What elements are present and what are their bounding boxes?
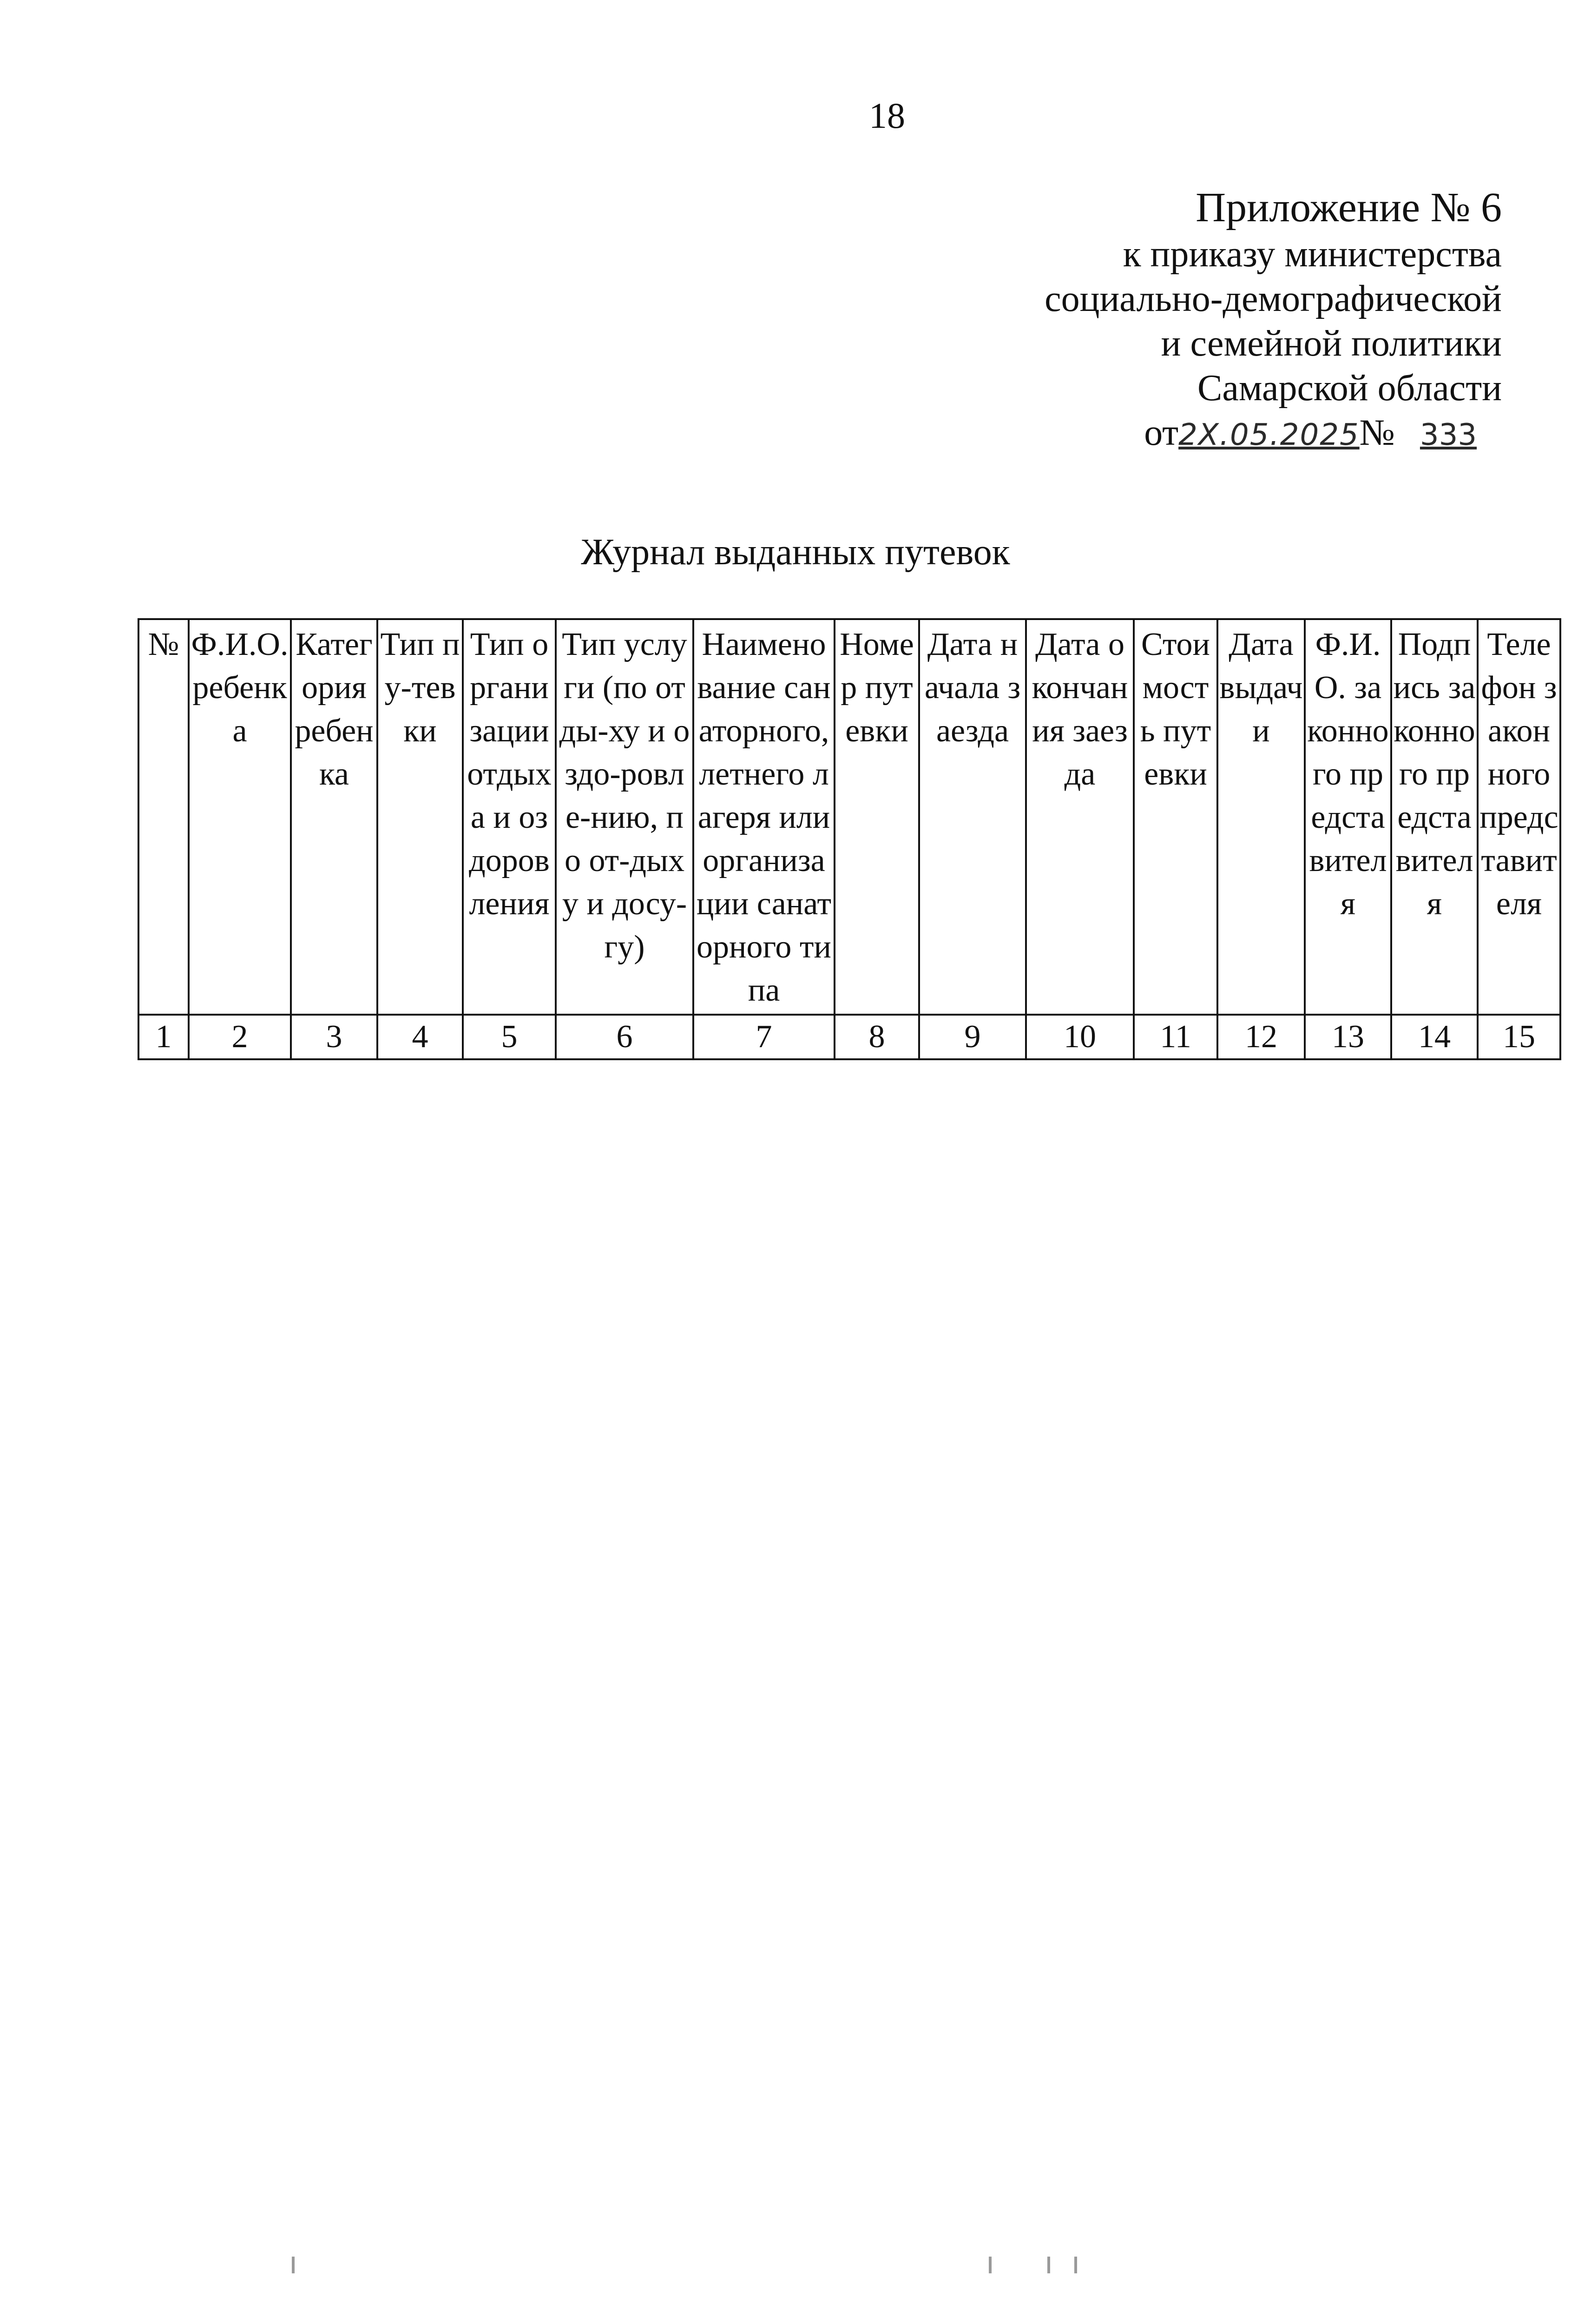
appendix-line-3: и семейной политики <box>1161 323 1502 364</box>
column-number-row <box>138 1015 1560 1059</box>
scan-artifact <box>989 2257 992 2273</box>
header-row <box>138 619 1560 1015</box>
scan-artifact <box>292 2257 295 2273</box>
header-cell: Телефон законного представителя <box>1478 619 1560 1015</box>
header-cell: Дата начала заезда <box>919 619 1026 1015</box>
column-number-cell: 7 <box>693 1015 835 1059</box>
order-number-prefix: № <box>1359 412 1395 453</box>
column-number-cell: 10 <box>1026 1015 1134 1059</box>
column-number-cell: 15 <box>1478 1015 1560 1059</box>
column-number-cell: 1 <box>138 1015 189 1059</box>
header-cell: Ф.И.О. ребенка <box>189 619 291 1015</box>
journal-table <box>138 618 1561 1060</box>
order-date: 2Х.05.2025 <box>1178 418 1360 452</box>
header-cell: Дата окончания заезда <box>1026 619 1134 1015</box>
header-cell: № <box>138 619 189 1015</box>
scan-artifact <box>1074 2257 1077 2273</box>
appendix-line-2: социально-демографической <box>1045 278 1502 319</box>
order-prefix: от <box>1144 412 1179 453</box>
column-number-cell: 14 <box>1391 1015 1478 1059</box>
journal-title: Журнал выданных путевок <box>581 532 1010 573</box>
scan-artifact <box>1047 2257 1050 2273</box>
header-cell: Номер путевки <box>835 619 919 1015</box>
appendix-title: Приложение № 6 <box>1196 185 1502 231</box>
header-cell: Дата выдачи <box>1217 619 1305 1015</box>
header-cell: Тип пу-тевки <box>377 619 463 1015</box>
column-number-cell: 13 <box>1305 1015 1391 1059</box>
column-number-cell: 3 <box>291 1015 377 1059</box>
column-number-cell: 4 <box>377 1015 463 1059</box>
header-cell: Наименование санаторного, летнего лагеря или организации санаторного типа <box>693 619 835 1015</box>
column-number-cell: 12 <box>1217 1015 1305 1059</box>
order-line <box>1045 410 1502 457</box>
header-cell: Тип услуги (по отды-ху и оздо-ровле-нию, по от-дыху и досу-гу) <box>556 619 693 1015</box>
column-number-cell: 9 <box>919 1015 1026 1059</box>
column-number-cell: 5 <box>463 1015 556 1059</box>
column-number-cell: 6 <box>556 1015 693 1059</box>
column-number-cell: 2 <box>189 1015 291 1059</box>
column-number-cell: 8 <box>835 1015 919 1059</box>
appendix-line-1: к приказу министерства <box>1123 234 1502 275</box>
header-cell: Ф.И.О. законного представителя <box>1305 619 1391 1015</box>
appendix-line-4: Самарской области <box>1197 368 1502 409</box>
header-cell: Тип организации отдыха и оздоровления <box>463 619 556 1015</box>
appendix-block <box>1045 184 1502 457</box>
header-cell: Подпись законного представителя <box>1391 619 1478 1015</box>
header-cell: Категория ребенка <box>291 619 377 1015</box>
order-number: 333 <box>1420 418 1477 452</box>
column-number-cell: 11 <box>1134 1015 1217 1059</box>
header-cell: Стоимость путевки <box>1134 619 1217 1015</box>
page-number: 18 <box>869 95 905 136</box>
